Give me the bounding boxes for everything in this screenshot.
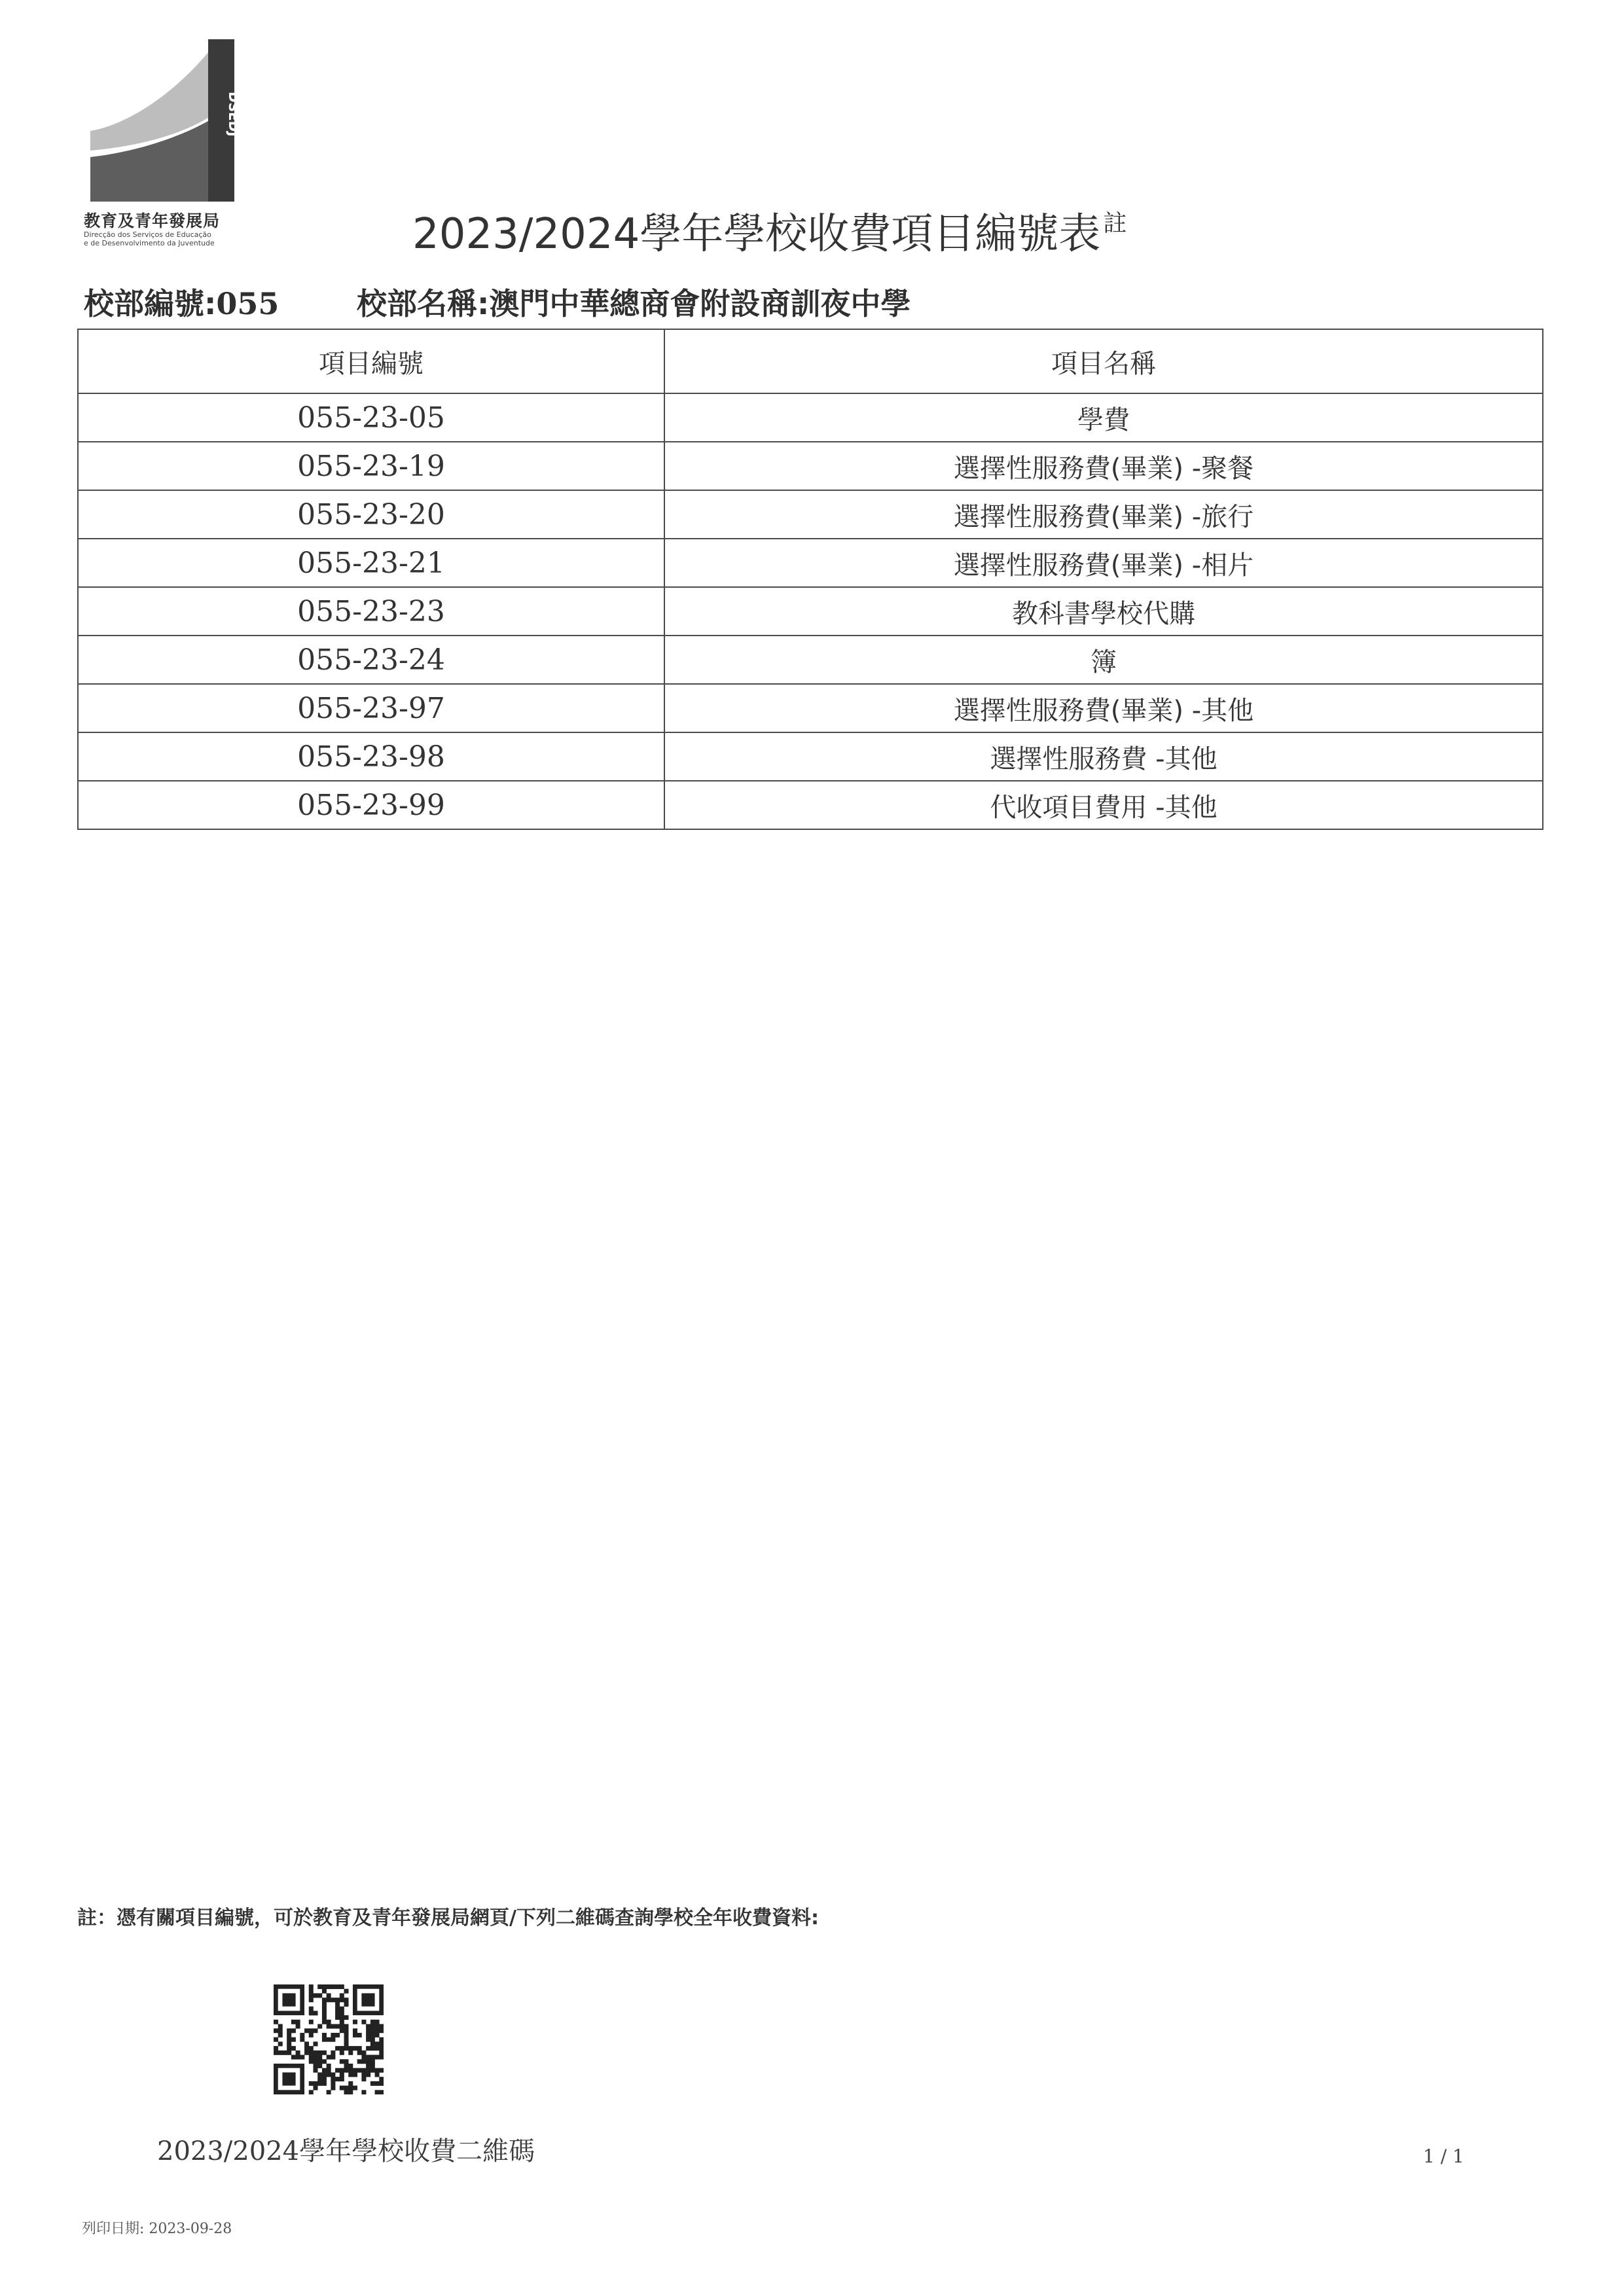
table-row [78,539,1543,587]
header-item-code: 項目編號 [78,329,664,393]
table-row [78,587,1543,636]
school-name-label: 校部名稱: [357,286,490,321]
logo-name-cn: 教育及青年發展局 [84,211,221,230]
table-row [78,442,1543,490]
table-row [78,781,1543,829]
item-code: 055-23-99 [78,781,664,829]
table-row [78,636,1543,684]
item-name: 簿 [664,636,1543,684]
item-name: 選擇性服務費(畢業) -旅行 [664,490,1543,539]
logo-name-pt [84,230,261,247]
document-title-text: 2023/2024學年學校收費項目編號表 [412,210,1101,259]
item-name: 代收項目費用 -其他 [664,781,1543,829]
qr-code-graphic [274,1984,384,2094]
item-code: 055-23-24 [78,636,664,684]
print-date: 列印日期: 2023-09-28 [82,2221,232,2237]
dsedj-logo-graphic [84,39,261,209]
footnote: 註：憑有關項目編號，可於教育及青年發展局網頁/下列二維碼查詢學校全年收費資料: [77,1907,819,1929]
school-id [84,280,279,323]
logo-name-pt-line-1: Direcção dos Serviços de Educação [84,230,211,239]
school-id-label: 校部編號: [84,286,217,321]
school-id-value: 055 [216,286,280,321]
header-item-name: 項目名稱 [664,329,1543,393]
item-code: 055-23-97 [78,684,664,732]
item-code: 055-23-23 [78,587,664,636]
item-code: 055-23-05 [78,393,664,442]
fee-items-table [77,329,1543,830]
document-title [412,200,1127,260]
item-name: 選擇性服務費(畢業) -其他 [664,684,1543,732]
item-name: 選擇性服務費 -其他 [664,732,1543,781]
school-name [357,280,911,323]
item-code: 055-23-20 [78,490,664,539]
item-name: 選擇性服務費(畢業) -相片 [664,539,1543,587]
title-note-mark: 註 [1103,210,1127,237]
item-name: 教科書學校代購 [664,587,1543,636]
item-code: 055-23-98 [78,732,664,781]
table-row [78,393,1543,442]
logo-name-pt-line-2: e de Desenvolvimento da Juventude [84,239,215,247]
item-name: 學費 [664,393,1543,442]
table-row [78,684,1543,732]
school-name-value: 澳門中華總商會附設商訓夜中學 [489,286,911,321]
item-code: 055-23-21 [78,539,664,587]
table-header-row [78,329,1543,393]
item-code: 055-23-19 [78,442,664,490]
table-row [78,732,1543,781]
table-row [78,490,1543,539]
qr-code[interactable] [274,1984,384,2097]
qr-caption: 2023/2024學年學校收費二維碼 [157,2136,535,2166]
logo-acronym: DSEDJ [226,92,242,137]
page-number: 1 / 1 [1423,2145,1464,2167]
item-name: 選擇性服務費(畢業) -聚餐 [664,442,1543,490]
dsedj-logo [84,39,261,255]
